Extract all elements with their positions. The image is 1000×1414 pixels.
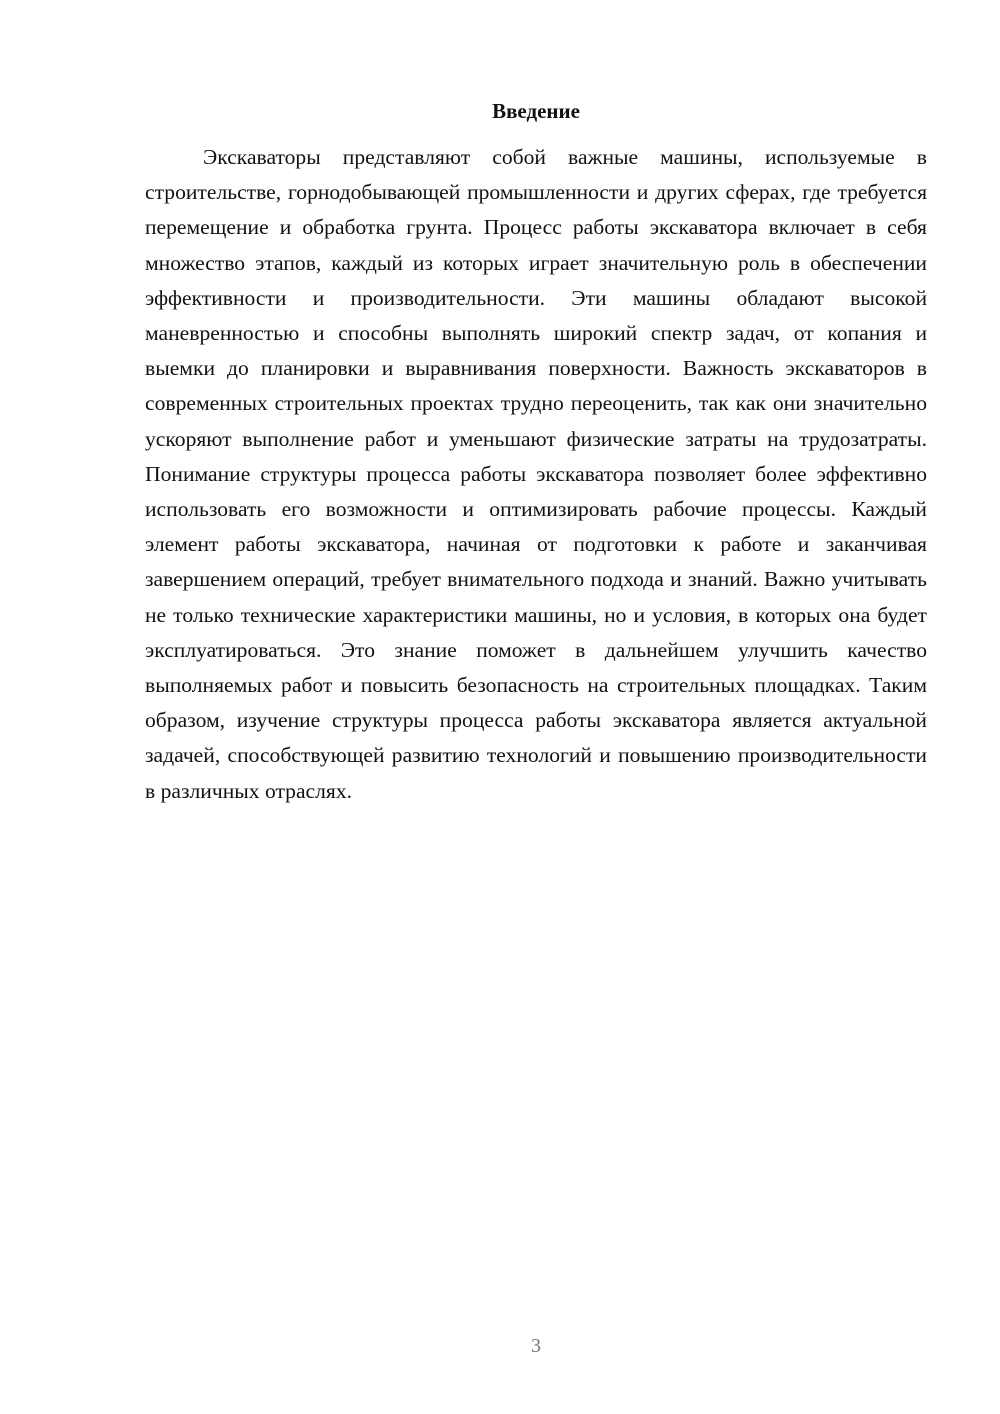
- page-number: 3: [531, 1335, 541, 1357]
- section-heading: Введение: [492, 99, 580, 123]
- body-paragraph: Экскаваторы представляют собой важные машины, используемые в строительстве, горнодобывающей промышленности и других сферах, где требуется перемещение и обработка грунта. Процесс работы экскаватора включает в себя множество этапов, каждый из которых играет значительную роль в обеспечении эффективности и производительности. Эти машины обладают высокой маневренностью и способны выполнять широкий спектр задач, от копания и выемки до планировки и выравнивания поверхности. Важность экскаваторов в современных строительных проектах трудно переоценить, так как они значительно ускоряют выполнение работ и уменьшают физические затраты на трудозатраты. Понимание структуры процесса работы экскаватора позволяет более эффективно использовать его возможности и оптимизировать рабочие процессы. Каждый элемент работы экскаватора, начиная от подготовки к работе и заканчивая завершением операций, требует внимательного подхода и знаний. Важно учитывать не только технические характеристики машины, но и условия, в которых она будет эксплуатироваться. Это знание поможет в дальнейшем улучшить качество выполняемых работ и повысить безопасность на строительных площадках. Таким образом, изучение структуры процесса работы экскаватора является актуальной задачей, способствующей развитию технологий и повышению производительности в различных отраслях.: [145, 145, 927, 803]
